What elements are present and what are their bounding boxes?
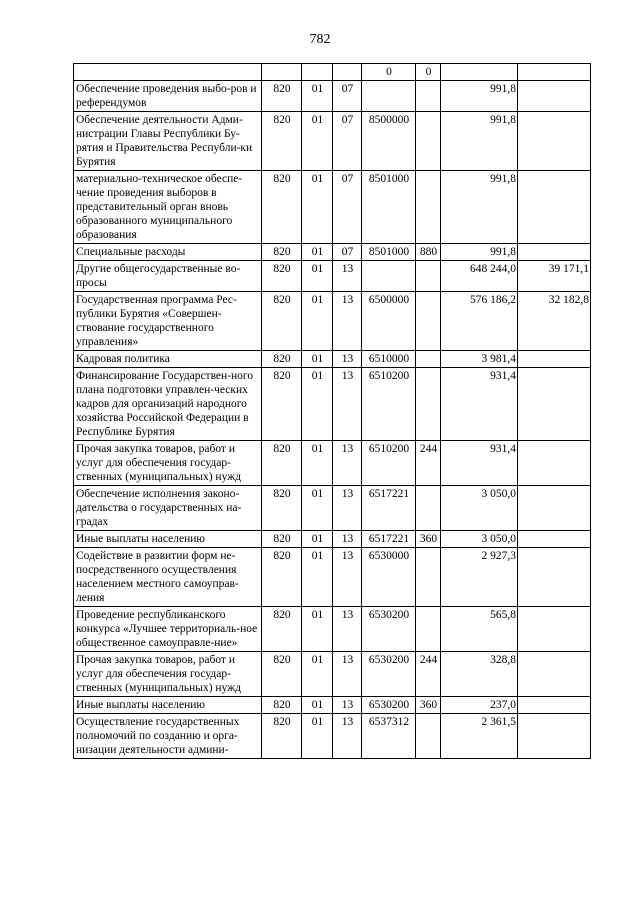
item-name-cell: Иные выплаты населению — [74, 697, 262, 714]
ministry-code-cell: 820 — [262, 697, 302, 714]
expense-type-cell — [416, 548, 441, 607]
item-name-cell: Другие общегосударственные во-просы — [74, 261, 262, 292]
target-article-cell — [362, 81, 416, 112]
subsection-code-cell: 13 — [333, 441, 362, 486]
section-code-cell: 01 — [302, 441, 333, 486]
amount-cell: 991,8 — [441, 81, 518, 112]
target-article-cell: 6517221 — [362, 531, 416, 548]
expense-type-cell — [416, 368, 441, 441]
expense-type-cell — [416, 607, 441, 652]
ministry-code-cell: 820 — [262, 171, 302, 244]
expense-type-cell: 244 — [416, 441, 441, 486]
expense-type-cell: 244 — [416, 652, 441, 697]
item-name-cell: Специальные расходы — [74, 244, 262, 261]
section-code-cell: 01 — [302, 486, 333, 531]
target-article-cell: 6517221 — [362, 486, 416, 531]
expense-type-cell: 360 — [416, 531, 441, 548]
amount-cell: 991,8 — [441, 112, 518, 171]
amount-secondary-cell — [518, 351, 591, 368]
table-row — [74, 64, 591, 81]
target-article-cell: 6530000 — [362, 548, 416, 607]
subsection-code-cell: 13 — [333, 652, 362, 697]
table-row — [74, 81, 591, 112]
section-code-cell: 01 — [302, 351, 333, 368]
ministry-code-cell: 820 — [262, 112, 302, 171]
subsection-code-cell: 13 — [333, 607, 362, 652]
expense-type-cell — [416, 112, 441, 171]
expense-type-cell: 880 — [416, 244, 441, 261]
page-number: 782 — [309, 32, 331, 47]
subsection-code-cell: 07 — [333, 171, 362, 244]
item-name-cell: Обеспечение проведения выбо-ров и референдумов — [74, 81, 262, 112]
section-code-cell: 01 — [302, 548, 333, 607]
amount-cell: 648 244,0 — [441, 261, 518, 292]
subsection-code-cell: 13 — [333, 531, 362, 548]
table-row — [74, 714, 591, 759]
target-article-cell: 8501000 — [362, 171, 416, 244]
ministry-code-cell: 820 — [262, 607, 302, 652]
table-row — [74, 548, 591, 607]
item-name-cell: Прочая закупка товаров, работ и услуг для обеспечения государ-ственных (муниципальных) нужд — [74, 441, 262, 486]
amount-cell: 237,0 — [441, 697, 518, 714]
ministry-code-cell: 820 — [262, 652, 302, 697]
ministry-code-cell: 820 — [262, 714, 302, 759]
target-article-cell: 6530200 — [362, 652, 416, 697]
item-name-cell: Прочая закупка товаров, работ и услуг для обеспечения государ-ственных (муниципальных) нужд — [74, 652, 262, 697]
subsection-code-cell: 07 — [333, 244, 362, 261]
target-article-cell: 6510200 — [362, 368, 416, 441]
section-code-cell: 01 — [302, 171, 333, 244]
item-name-cell: Кадровая политика — [74, 351, 262, 368]
section-code-cell: 01 — [302, 244, 333, 261]
amount-secondary-cell: 39 171,1 — [518, 261, 591, 292]
ministry-code-cell: 820 — [262, 486, 302, 531]
amount-secondary-cell — [518, 548, 591, 607]
ministry-code-cell: 820 — [262, 81, 302, 112]
amount-cell: 991,8 — [441, 244, 518, 261]
ministry-code-cell: 820 — [262, 368, 302, 441]
subsection-code-cell: 13 — [333, 697, 362, 714]
subsection-code-cell: 07 — [333, 81, 362, 112]
table-row — [74, 244, 591, 261]
amount-cell: 991,8 — [441, 171, 518, 244]
target-article-cell: 6537312 — [362, 714, 416, 759]
section-code-cell: 01 — [302, 531, 333, 548]
target-article-cell: 8500000 — [362, 112, 416, 171]
expense-type-cell — [416, 261, 441, 292]
section-code-cell: 01 — [302, 368, 333, 441]
section-code-cell: 01 — [302, 112, 333, 171]
amount-cell: 565,8 — [441, 607, 518, 652]
table-row — [74, 486, 591, 531]
item-name-cell: материально-техническое обеспе-чение проведения выборов в представительный орган вновь образованного муниципального образования — [74, 171, 262, 244]
expense-type-cell: 360 — [416, 697, 441, 714]
expense-type-cell — [416, 292, 441, 351]
amount-cell: 3 981,4 — [441, 351, 518, 368]
ministry-code-cell: 820 — [262, 548, 302, 607]
expense-type-cell — [416, 81, 441, 112]
amount-secondary-cell — [518, 652, 591, 697]
ministry-code-cell: 820 — [262, 531, 302, 548]
item-name-cell: Государственная программа Рес-публики Бурятия «Совершен-ствование государственного управления» — [74, 292, 262, 351]
section-code-cell: 01 — [302, 714, 333, 759]
amount-secondary-cell — [518, 441, 591, 486]
item-name-cell: Финансирование Государствен-ного плана подготовки управлен-ческих кадров для организаций народного хозяйства Российской Федерации в Республике Бурятия — [74, 368, 262, 441]
table-row — [74, 697, 591, 714]
amount-secondary-cell — [518, 64, 591, 81]
amount-secondary-cell: 32 182,8 — [518, 292, 591, 351]
section-code-cell: 01 — [302, 607, 333, 652]
amount-secondary-cell — [518, 697, 591, 714]
table-row — [74, 652, 591, 697]
amount-secondary-cell — [518, 714, 591, 759]
amount-cell: 576 186,2 — [441, 292, 518, 351]
amount-secondary-cell — [518, 112, 591, 171]
table-row — [74, 531, 591, 548]
amount-cell: 328,8 — [441, 652, 518, 697]
amount-cell: 2 361,5 — [441, 714, 518, 759]
subsection-code-cell: 13 — [333, 486, 362, 531]
subsection-code-cell: 13 — [333, 368, 362, 441]
section-code-cell: 01 — [302, 261, 333, 292]
table-row — [74, 112, 591, 171]
table-row — [74, 171, 591, 244]
ministry-code-cell: 820 — [262, 351, 302, 368]
section-code-cell: 01 — [302, 697, 333, 714]
expense-type-cell: 0 — [416, 64, 441, 81]
expense-type-cell — [416, 171, 441, 244]
table-body — [74, 64, 591, 759]
amount-cell: 3 050,0 — [441, 486, 518, 531]
table-row — [74, 607, 591, 652]
subsection-code-cell: 13 — [333, 292, 362, 351]
table-row — [74, 368, 591, 441]
table-row — [74, 261, 591, 292]
expense-type-cell — [416, 486, 441, 531]
subsection-code-cell: 13 — [333, 714, 362, 759]
section-code-cell: 01 — [302, 652, 333, 697]
table-row — [74, 441, 591, 486]
item-name-cell: Осуществление государственных полномочий по созданию и орга-низации деятельности админи- — [74, 714, 262, 759]
ministry-code-cell: 820 — [262, 292, 302, 351]
target-article-cell: 0 — [362, 64, 416, 81]
ministry-code-cell: 820 — [262, 244, 302, 261]
table-row — [74, 351, 591, 368]
target-article-cell: 6530200 — [362, 607, 416, 652]
amount-secondary-cell — [518, 171, 591, 244]
section-code-cell — [302, 64, 333, 81]
ministry-code-cell: 820 — [262, 261, 302, 292]
item-name-cell: Иные выплаты населению — [74, 531, 262, 548]
amount-secondary-cell — [518, 81, 591, 112]
amount-secondary-cell — [518, 531, 591, 548]
amount-cell: 931,4 — [441, 368, 518, 441]
target-article-cell: 6500000 — [362, 292, 416, 351]
amount-secondary-cell — [518, 486, 591, 531]
ministry-code-cell — [262, 64, 302, 81]
subsection-code-cell: 13 — [333, 261, 362, 292]
subsection-code-cell: 13 — [333, 548, 362, 607]
expense-type-cell — [416, 714, 441, 759]
subsection-code-cell: 13 — [333, 351, 362, 368]
amount-cell — [441, 64, 518, 81]
budget-table — [73, 63, 591, 759]
amount-cell: 2 927,3 — [441, 548, 518, 607]
item-name-cell: Содействие в развитии форм не-посредственного осуществления населением местного самоуправ-ления — [74, 548, 262, 607]
section-code-cell: 01 — [302, 292, 333, 351]
table-row — [74, 292, 591, 351]
amount-secondary-cell — [518, 607, 591, 652]
section-code-cell: 01 — [302, 81, 333, 112]
target-article-cell — [362, 261, 416, 292]
target-article-cell: 6510000 — [362, 351, 416, 368]
item-name-cell: Обеспечение деятельности Адми-нистрации Главы Республики Бу-рятия и Правительства Республи-ки Бурятия — [74, 112, 262, 171]
expense-type-cell — [416, 351, 441, 368]
ministry-code-cell: 820 — [262, 441, 302, 486]
amount-secondary-cell — [518, 244, 591, 261]
item-name-cell: Обеспечение исполнения законо-дательства о государственных на-градах — [74, 486, 262, 531]
item-name-cell: Проведение республиканского конкурса «Лучшее территориаль-ное общественное самоуправле-ние» — [74, 607, 262, 652]
amount-cell: 931,4 — [441, 441, 518, 486]
subsection-code-cell: 07 — [333, 112, 362, 171]
subsection-code-cell — [333, 64, 362, 81]
target-article-cell: 8501000 — [362, 244, 416, 261]
target-article-cell: 6530200 — [362, 697, 416, 714]
item-name-cell — [74, 64, 262, 81]
amount-cell: 3 050,0 — [441, 531, 518, 548]
amount-secondary-cell — [518, 368, 591, 441]
target-article-cell: 6510200 — [362, 441, 416, 486]
